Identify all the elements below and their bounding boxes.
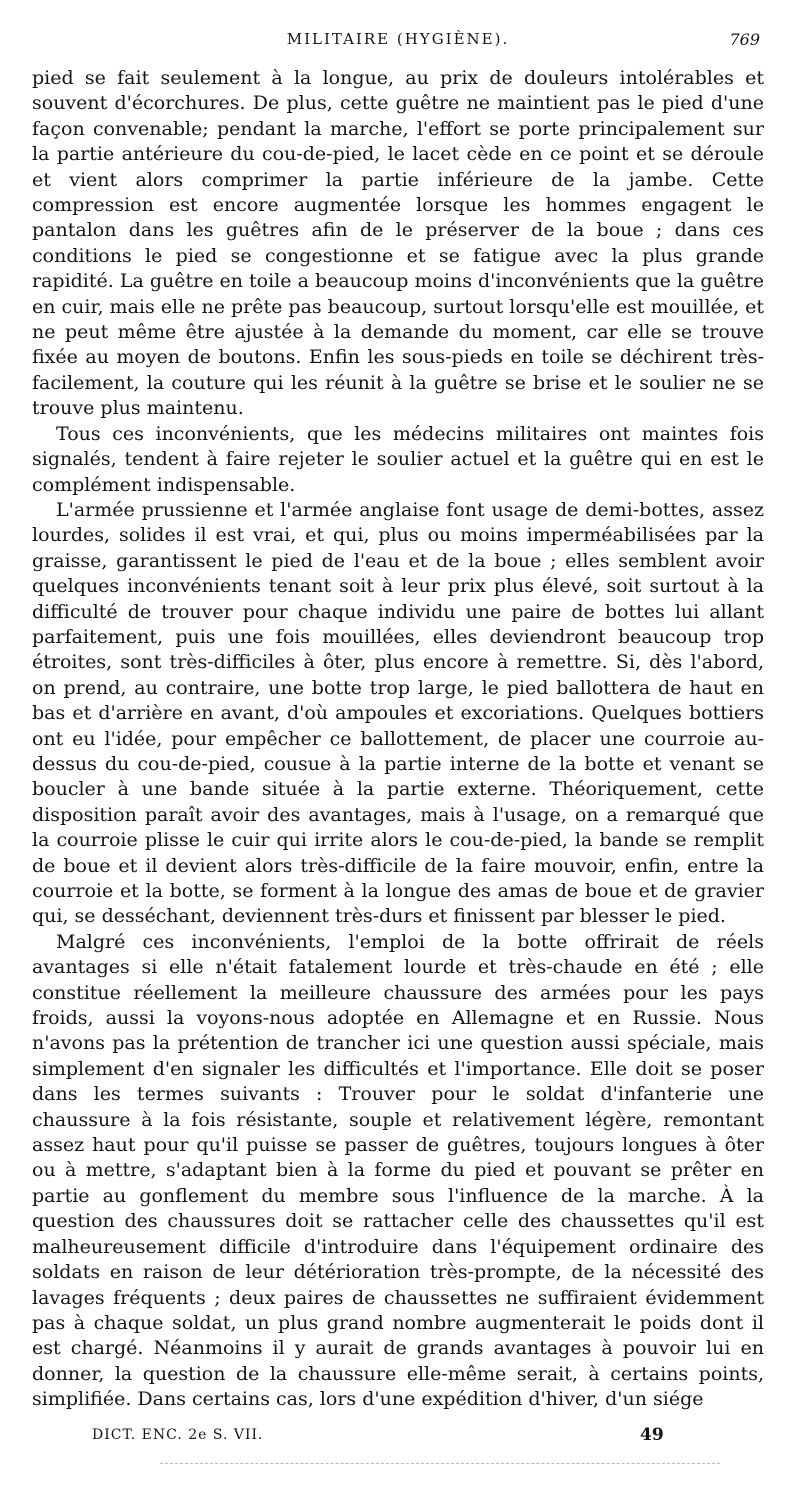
- paragraph: Tous ces inconvénients, que les médecins militaires ont maintes fois signalés, tendent à faire rejeter le soulier actuel et la guêtre qui en est le complément indispensable.: [32, 422, 764, 496]
- page-number: 769: [729, 30, 760, 49]
- running-head: MILITAIRE (HYGIÈNE).: [286, 30, 510, 48]
- paragraph: pied se fait seulement à la longue, au prix de douleurs intolérables et souvent d'écorchures. De plus, cette guêtre ne maintient pas le pied d'une façon convenable; pendant la marche, l'effort se porte principalement sur la partie antérieure du cou-de-pied, le lacet cède en ce point et se déroule et vient alors comprimer la partie inférieure de la jambe. Cette compression est encore augmentée lorsque les hommes engagent le pantalon dans les guêtres afin de le préserver de la boue ; dans ces conditions le pied se congestionne et se fatigue avec la plus grande rapidité. La guêtre en toile a beaucoup moins d'inconvénients que la guêtre en cuir, mais elle ne prête pas beaucoup, surtout lorsqu'elle est mouillée, et ne peut même être ajustée à la demande du moment, car elle se trouve fixée au moyen de boutons. Enfin les sous-pieds en toile se déchirent très-facilement, la couture qui les réunit à la guêtre se brise et le soulier ne se trouve plus maintenu.: [32, 67, 764, 420]
- body-text: [32, 66, 764, 1413]
- page-header: [32, 30, 764, 56]
- paragraph: L'armée prussienne et l'armée anglaise font usage de demi-bottes, assez lourdes, solides il est vrai, et qui, plus ou moins imperméabilisées par la graisse, garantissent le pied de l'eau et de la boue ; elles semblent avoir quelques inconvénients tenant soit à leur prix plus élevé, soit surtout à la difficulté de trouver pour chaque individu une paire de bottes lui allant parfaitement, puis une fois mouillées, elles deviendront beaucoup trop étroites, sont très-difficiles à ôter, plus encore à remettre. Si, dès l'abord, on prend, au contraire, une botte trop large, le pied ballottera de haut en bas et d'arrière en avant, d'où ampoules et excoriations. Quelques bottiers ont eu l'idée, pour empêcher ce ballottement, de placer une courroie au-dessus du cou-de-pied, cousue à la partie interne de la botte et venant se boucler à une bande située à la partie externe. Théoriquement, cette disposition paraît avoir des avantages, mais à l'usage, on a remarqué que la courroie plisse le cuir qui irrite alors le cou-de-pied, la bande se remplit de boue et il devient alors très-difficile de la faire mouvoir, enfin, entre la courroie et la botte, se forment à la longue des amas de boue et de gravier qui, se desséchant, deviennent très-durs et finissent par blesser le pied.: [32, 498, 764, 928]
- page-footer: [32, 1424, 764, 1451]
- printer-signature: DICT. ENC. 2e S. VII.: [92, 1426, 264, 1443]
- page: [32, 30, 764, 1451]
- paragraph: Malgré ces inconvénients, l'emploi de la botte offrirait de réels avantages si elle n'était fatalement lourde et très-chaude en été ; elle constitue réellement la meilleure chaussure des armées pour les pays froids, aussi la voyons-nous adoptée en Allemagne et en Russie. Nous n'avons pas la prétention de trancher ici une question aussi spéciale, mais simplement d'en signaler les difficultés et l'importance. Elle doit se poser dans les termes suivants : Trouver pour le soldat d'infanterie une chaussure à la fois résistante, souple et relativement légère, remontant assez haut pour qu'il puisse se passer de guêtres, toujours longues à ôter ou à mettre, s'adaptant bien à la forme du pied et pouvant se prêter en partie au gonflement du membre sous l'influence de la marche. À la question des chaussures doit se rattacher celle des chaussettes qu'il est malheureusement difficile d'introduire dans l'équipement ordinaire des soldats en raison de leur détérioration très-prompte, de la nécessité des lavages fréquents ; deux paires de chaussettes ne suffiraient évidemment pas à chaque soldat, un plus grand nombre augmenterait le poids dont il est chargé. Néanmoins il y aurait de grands avantages à pouvoir lui en donner, la question de la chaussure elle-même serait, à certains points, simplifiée. Dans certains cas, lors d'une expédition d'hiver, d'un siége: [32, 930, 764, 1411]
- bottom-rule: [160, 1463, 720, 1464]
- signature-mark: 49: [640, 1424, 664, 1445]
